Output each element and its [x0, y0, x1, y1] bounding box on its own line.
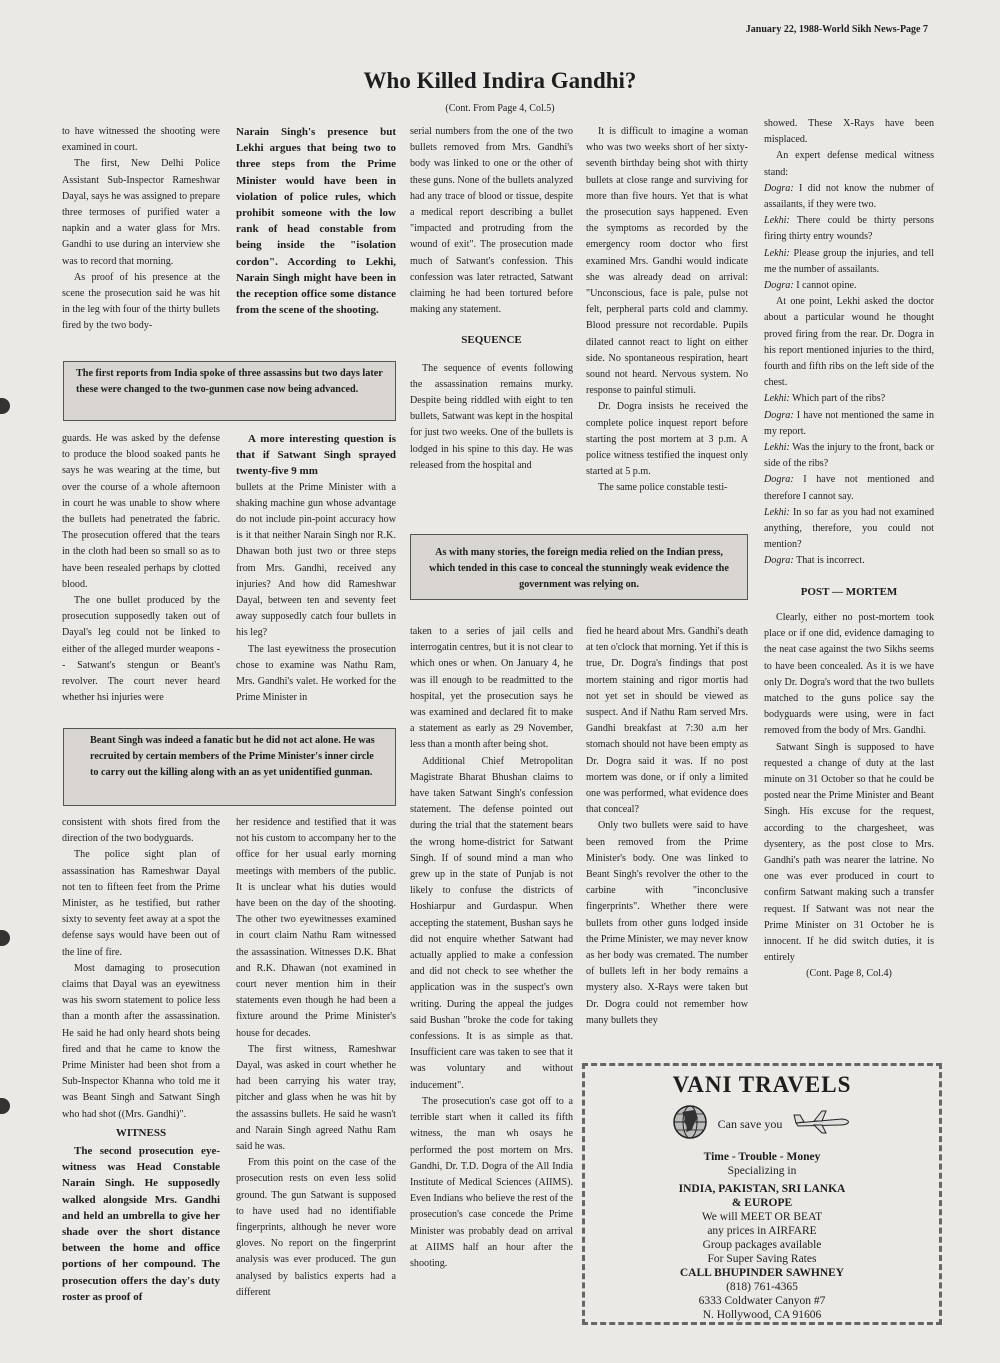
dialogue-line: Dogra: I have not mentioned the same in my report. [764, 409, 934, 437]
pull-quote-box: As with many stories, the foreign media relied on the Indian press, which tended in this case to conceal the stunningly weak evidence the government was relying on. [410, 534, 748, 600]
paragraph: The same police constable testi- [598, 482, 728, 494]
ad-title: VANI TRAVELS [672, 1072, 852, 1097]
paragraph: Most damaging to prosecution claims that Dayal was an eyewitness was his sworn statement to police less than a month after the assassination. He said he had only heard shots being fired and that he came to know the Prime Minister had been shot from a Sub-Inspector Khanna who told me it was Beant Singh and Satwant Singh who had shot ((Mrs. Gandhi)". [62, 962, 220, 1120]
vani-travels-advertisement [582, 1063, 942, 1325]
ad-line: Specializing in [727, 1165, 797, 1177]
paragraph: The last eyewitness the prosecution chose to examine was Nathu Ram, Mrs. Gandhi's valet. He worked for the Prime Minister in [236, 643, 396, 704]
ad-tagline: Can save you [717, 1116, 783, 1131]
paragraph: It is difficult to imagine a woman who was two weeks short of her sixty-seventh birthday being shot with thirty bullets at close range and surviving for more than five hours. Yet that is what the prosecution says happened. Even the symptoms as recorded by the emergency room doctor who first examined Mrs. Gandhi would indicate she was already dead on arrival: "Unconscious, face is pale, pulse not felt, perpheral parts cold and clammy. Blood pressure not recordable. Pupils dilated cannot react to light on either side. No spontaneous respiration, heart sound not heard. Nervous system. No response to painful stimuli. [586, 126, 748, 397]
speaker-label: Dogra: [764, 555, 794, 567]
paragraph: showed. These X-Rays have been misplaced. [764, 118, 934, 146]
ad-line: Time - Trouble - Money [703, 1151, 821, 1163]
paragraph: taken to a series of jail cells and interrogatin centres, but it is not clear to which ones or when. On January 4, he was ill enough to be readmitted to the hospital, yet the prosecution says he was examined and declared fit to make a statement as early as 29 November, less than a month after being shot. [410, 626, 573, 751]
paragraph: An expert defense medical witness stand: [764, 150, 934, 178]
paragraph: fied he heard about Mrs. Gandhi's death at ten o'clock that morning. Yet if this is true, Dr. Dogra's findings that post mortem staining and rigor mortis had not yet set in should be viewed as suspect. And if Nathu Ram served Mrs. Gandhi breakfast at 7:30 a.m her stomach should not have been empty as Dr. Dogra said it was. If no post mortem was done, or if only a limited one was performed, what evidence does that conceal? [586, 626, 748, 816]
airplane-icon [792, 1109, 852, 1139]
paragraph: The first witness, Rameshwar Dayal, was asked in court whether he had been carrying his water tray, pitcher and glass when he was hit by the assassins bullets. He said he wasn't and Narain Singh agreed Nathu Ram said he was. [236, 1043, 396, 1153]
speaker-label: Dogra: [764, 182, 794, 194]
dialogue-line: Dogra: That is incorrect. [764, 555, 865, 567]
column-3-top [410, 124, 573, 474]
page-dateline: January 22, 1988-World Sikh News-Page 7 [745, 24, 928, 35]
paragraph: The one bullet produced by the prosecution supposedly taken out of Dayal's leg could not be linked to either of the alleged murder weapons -- Satwant's stengun or Beant's revolver. The court never heard whether hsi injuries were [62, 595, 220, 704]
column-2-mid [236, 431, 396, 706]
column-4-top [586, 124, 748, 497]
ad-line: CALL BHUPINDER SAWHNEY [679, 1267, 845, 1279]
speaker-label: Lekhi: [764, 393, 790, 405]
paragraph: As proof of his presence at the scene the prosecution said he was hit in the leg with four of the thirty bullets fired by the two body- [62, 271, 220, 332]
paragraph: Dr. Dogra insists he received the complete police inquest report before starting the post mortem at 3 p.m. A police witness testified the inquest only started at 5 p.m. [586, 401, 748, 478]
dialogue-line: Dogra: I cannot opine. [764, 280, 857, 292]
bold-paragraph: A more interesting question is that if Satwant Singh sprayed twenty-five 9 mm [236, 433, 396, 478]
paragraph: The first, New Delhi Police Assistant Sub-Inspector Rameshwar Dayal, says he was assigned to prepare three termoses of purified water a napkin and a water glass for Mrs. Gandhi to use during an interview she was to record that morning. [62, 158, 220, 267]
continued-from-note: (Cont. From Page 4, Col.5) [445, 103, 555, 114]
bold-paragraph: Narain Singh's presence but Lekhi argues that being two to three steps from the Prime Minister would have been in violation of police rules, which prohibit someone with the low rank of head constable from being inside the "isolation cordon". According to Lekhi, Narain Singh might have been in the reception office some distance from the scene of the shooting. [236, 126, 396, 317]
column-4-low [586, 624, 748, 1029]
ad-line: For Super Saving Rates [707, 1253, 817, 1265]
dialogue-line: Lekhi: Was the injury to the front, back or side of the ribs? [764, 442, 934, 470]
speaker-label: Lekhi: [764, 215, 790, 227]
column-5 [764, 116, 934, 983]
paragraph: Only two bullets were said to have been removed from the Prime Minister's body. One was linked to Beant Singh's revolver the other to the carbine with "inconclusive fingerprints". Whether there were bullets from other guns lodged inside the Prime Minister, we may never know as her body was cremated. The number of bullets left in her body remains a mystery also. X-Rays were taken but Dr. Dogra could not remember how many bullets they [586, 820, 748, 1026]
paragraph: her residence and testified that it was not his custom to accompany her to the office for her usual early morning meetings with members of the public. It is unclear what his duties would have been on the day of the shooting. The other two eyewitnesses examined in court claim Nathu Ram witnessed the assassination. Witnesses D.K. Bhat and R.K. Dhawan (not examined in court never mention him in their statements even though he had been a fixture around the Prime Minister's house for decades. [236, 817, 396, 1039]
paragraph: At one point, Lekhi asked the doctor about a particular wound he thought proved firing from the rear. Dr. Dogra in his report mentioned injuries to the third, fourth and fifth ribs on the left side of the chest. [764, 296, 934, 389]
paragraph: The prosecution's case got off to a terrible start when it called its fifth witness, the man wh osays he performed the post mortem on Mrs. Gandhi, Dr. T.D. Dogra of the All India Institute of Medical Sciences (AIIMS). Even Indians who believe the rest of the prosecution's case concede the Prime Minister was probably dead on arrival at AIIMS half an hour after the shooting. [410, 1095, 573, 1269]
dialogue-line: Lekhi: In so far as you had not examined anything, therefore, you could not mention? [764, 506, 934, 551]
ad-line: N. Hollywood, CA 91606 [702, 1309, 822, 1321]
bold-paragraph: The second prosecution eye-witness was Head Constable Narain Singh. He supposedly walked alongside Mrs. Gandhi and held an umbrella to give her shade over the short distance between the home and office portions of her compound. The prosecution offers the day's duty roster as proof of [62, 1145, 220, 1303]
column-1-mid [62, 431, 220, 706]
ad-line: any prices in AIRFARE [707, 1225, 817, 1237]
section-heading-sequence: SEQUENCE [461, 334, 522, 347]
dialogue-line: Lekhi: There could be thirty persons firing thirty entry wounds? [764, 215, 934, 243]
speaker-label: Dogra: [764, 474, 794, 486]
binder-hole [0, 930, 10, 946]
dialogue-line: Dogra: I did not know the nubmer of assailants, if they were two. [764, 182, 934, 211]
binder-hole [0, 1098, 10, 1114]
paragraph: bullets at the Prime Minister with a shaking machine gun whose advantage do not include pin-point accuracy how is it that neither Narain Singh nor R.K. Dhawan both just two or three steps from Mrs. Gandhi, received any injuries? And how did Rameshwar Dayal, between ten and seventy feet away supposedly catch four bullets in his leg? [236, 481, 396, 639]
paragraph: The police sight plan of assassination has Rameshwar Dayal not ten to fifteen feet from the Prime Minister, as he testified, but rather sixty to seventy feet away at a spot the defense says would have been out of the line of fire. [62, 849, 220, 958]
column-2-low [236, 815, 396, 1301]
column-1-low [62, 815, 220, 1305]
speaker-label: Lekhi: [764, 506, 790, 518]
dialogue-line: Dogra: I have not mentioned and therefore I cannot say. [764, 474, 934, 502]
paragraph: consistent with shots fired from the direction of the two bodyguards. [62, 817, 220, 845]
ad-tagline-row [585, 1104, 939, 1144]
ad-line: Group packages available [702, 1239, 822, 1251]
globe-icon [672, 1104, 708, 1144]
column-2-top [236, 124, 396, 318]
dialogue-line: Lekhi: Which part of the ribs? [764, 393, 886, 405]
paragraph: The sequence of events following the assassination remains murky. Despite being riddled with eight to ten bullets, Satwant was kept in the hospital for just two weeks. One of the bullets is lodged in his spine to this day. He was released from the hospital and [410, 362, 573, 471]
paragraph: From this point on the case of the prosecution rests on even less solid ground. The gun Satwant is supposed to have used had no identifiable fingerprints, although he never wore gloves. No report on the fingerprint analysis was ever produced. The gun analysed by balistics experts had a different [236, 1157, 396, 1298]
speaker-label: Lekhi: [764, 247, 790, 259]
speaker-label: Lekhi: [764, 442, 790, 454]
article-title: Who Killed Indira Gandhi? [363, 68, 637, 93]
ad-line: (818) 761-4365 [726, 1281, 798, 1293]
column-3-low [410, 624, 573, 1272]
continued-to-note: (Cont. Page 8, Col.4) [806, 968, 892, 980]
binder-hole [0, 398, 10, 414]
paragraph: to have witnessed the shooting were examined in court. [62, 126, 220, 154]
dialogue-line: Lekhi: Please group the injuries, and tell me the number of assailants. [764, 247, 934, 275]
column-1-top [62, 124, 220, 335]
ad-line: 6333 Coldwater Canyon #7 [698, 1295, 826, 1307]
paragraph: Clearly, either no post-mortem took place or if one did, evidence damaging to the neat case against the two Sikhs seems to have been concealed. As it is we have only Dr. Dogra's word that the two bullets matched to the guns police say the bodyguards were using, were in fact removed from the body of Mrs. Gandhi. [764, 611, 934, 737]
section-heading-post-mortem: POST — MORTEM [800, 585, 898, 598]
paragraph: Additional Chief Metropolitan Magistrate Bharat Bhushan claims to have taken Satwant Singh's confession statement. The defense pointed out during the trial that the statement bears the wrong home-district for Satwant Singh. If of sound mind a man who grew up in the state of Punjab is not likely to confuse the districts of Hoshiarpur and Gurdaspur. When accepting the statement, Bushan says he did not enquire whether Satwant had actually applied to make a confession and did not check to see whether the application was in the suspect's own writing. During the appeal the judges said Bushan "broke the code for taking confessions. It is as simple as that. Insufficient care was taken to see that it was voluntary and without inducement". [410, 755, 573, 1091]
ad-line: INDIA, PAKISTAN, SRI LANKA [678, 1183, 846, 1195]
speaker-label: Dogra: [764, 409, 794, 421]
ad-line: We will MEET OR BEAT [701, 1211, 823, 1223]
paragraph: Satwant Singh is supposed to have requested a change of duty at the last minute on 31 October so that he could be posted near the Prime Minister and Beant Singh. His excuse for the request, according to the chargesheet, was dysentery, as the post close to Mrs. Gandhi's path was nearer the latrine. No one was ever produced in court to confirm Satwant making such a transfer request. If Satwant was not near the Prime Minister on 31 October he is innocent. If he did switch duties, it is entirely [764, 741, 934, 964]
paragraph: guards. He was asked by the defense to produce the blood soaked pants he says he was wearing at the time, but over the course of a whole afternoon in court he was unable to show where the bullets had penetrated the fabric. The prosecution offered that the tears in the cloth had been so small so as to have been resealed perhaps by clotted blood. [62, 433, 220, 590]
paragraph: serial numbers from the one of the two bullets removed from Mrs. Gandhi's body was linked to one or the other of these guns. None of the bullets analyzed had any trace of blood or tissue, despite a medical report describing a bullet "impacted and protruding from the wound of exit". The prosecution made much of Satwant's confession. This confession was later retracted, Satwant claiming he had been tortured before making any statement. [410, 126, 573, 316]
section-heading-witness: WITNESS [115, 1126, 167, 1139]
pull-quote-box: Beant Singh was indeed a fanatic but he did not act alone. He was recruited by certain members of the Prime Minister's inner circle to carry out the killing along with an as yet unidentified gunman. [63, 728, 396, 806]
pull-quote-box: The first reports from India spoke of three assassins but two days later these were changed to the two-gunmen case now being advanced. [63, 361, 396, 421]
ad-line: & EUROPE [731, 1197, 793, 1209]
speaker-label: Dogra: [764, 280, 794, 292]
